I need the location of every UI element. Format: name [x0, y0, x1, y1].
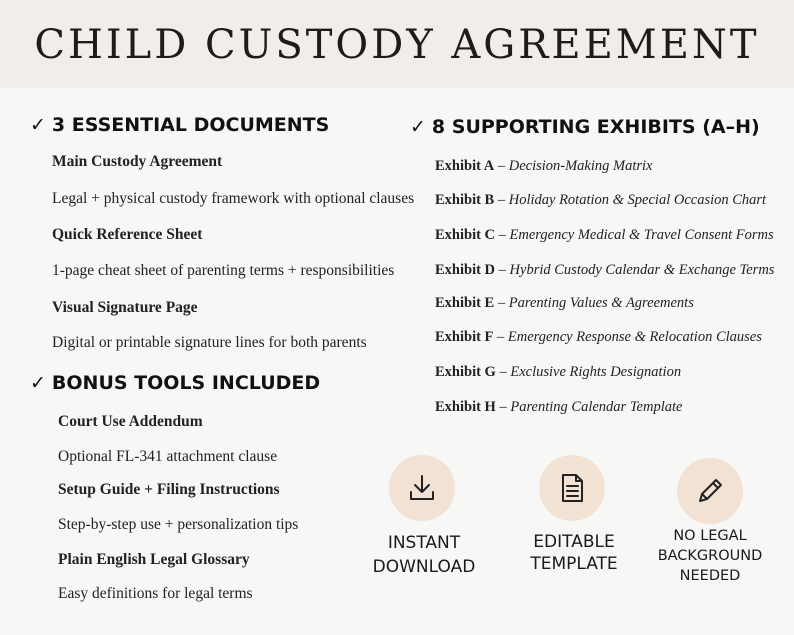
exhibit-row: Exhibit E – Parenting Values & Agreements	[435, 295, 694, 311]
download-icon-badge	[389, 455, 455, 521]
exhibits-heading: ✓ 8 SUPPORTING EXHIBITS (A–H)	[410, 116, 760, 138]
essentials-heading: ✓ 3 ESSENTIAL DOCUMENTS	[30, 114, 330, 136]
editable-template-label: EDITABLE TEMPLATE	[530, 532, 618, 574]
checkmark-icon: ✓	[30, 372, 46, 394]
essential-item-desc: Legal + physical custody framework with optional clauses	[52, 190, 415, 207]
exhibit-row: Exhibit C – Emergency Medical & Travel Consent Forms	[435, 227, 774, 243]
document-icon	[556, 472, 588, 504]
essential-item-desc: Digital or printable signature lines for both parents	[52, 334, 367, 351]
essential-item-title: Main Custody Agreement	[52, 153, 223, 170]
exhibit-row: Exhibit H – Parenting Calendar Template	[435, 399, 683, 415]
bonus-item-title: Plain English Legal Glossary	[58, 551, 250, 568]
page-title: CHILD CUSTODY AGREEMENT	[34, 22, 760, 68]
bonus-item-desc: Optional FL-341 attachment clause	[58, 448, 278, 465]
essential-item-title: Quick Reference Sheet	[52, 226, 203, 243]
exhibit-row: Exhibit A – Decision-Making Matrix	[435, 158, 653, 174]
download-icon	[406, 472, 438, 504]
bonus-item-desc: Step-by-step use + personalization tips	[58, 516, 299, 533]
no-legal-background-label: NO LEGAL BACKGROUND NEEDED	[657, 528, 763, 584]
bonus-item-title: Court Use Addendum	[58, 413, 203, 430]
exhibit-row: Exhibit D – Hybrid Custody Calendar & Exchange Terms	[435, 262, 775, 278]
essential-item-title: Visual Signature Page	[52, 299, 198, 316]
bonus-item-title: Setup Guide + Filing Instructions	[58, 481, 280, 498]
exhibit-row: Exhibit G – Exclusive Rights Designation	[435, 364, 682, 380]
essential-item-desc: 1-page cheat sheet of parenting terms + responsibilities	[52, 262, 395, 279]
pencil-icon	[694, 475, 726, 507]
checkmark-icon: ✓	[410, 116, 426, 138]
bonus-heading: ✓ BONUS TOOLS INCLUDED	[30, 372, 321, 394]
exhibit-row: Exhibit B – Holiday Rotation & Special Occasion Chart	[435, 192, 767, 208]
exhibit-row: Exhibit F – Emergency Response & Relocation Clauses	[435, 329, 762, 345]
checkmark-icon: ✓	[30, 114, 46, 136]
document-icon-badge	[539, 455, 605, 521]
bonus-item-desc: Easy definitions for legal terms	[58, 585, 253, 602]
pencil-icon-badge	[677, 458, 743, 524]
instant-download-label: INSTANT DOWNLOAD	[372, 533, 476, 577]
